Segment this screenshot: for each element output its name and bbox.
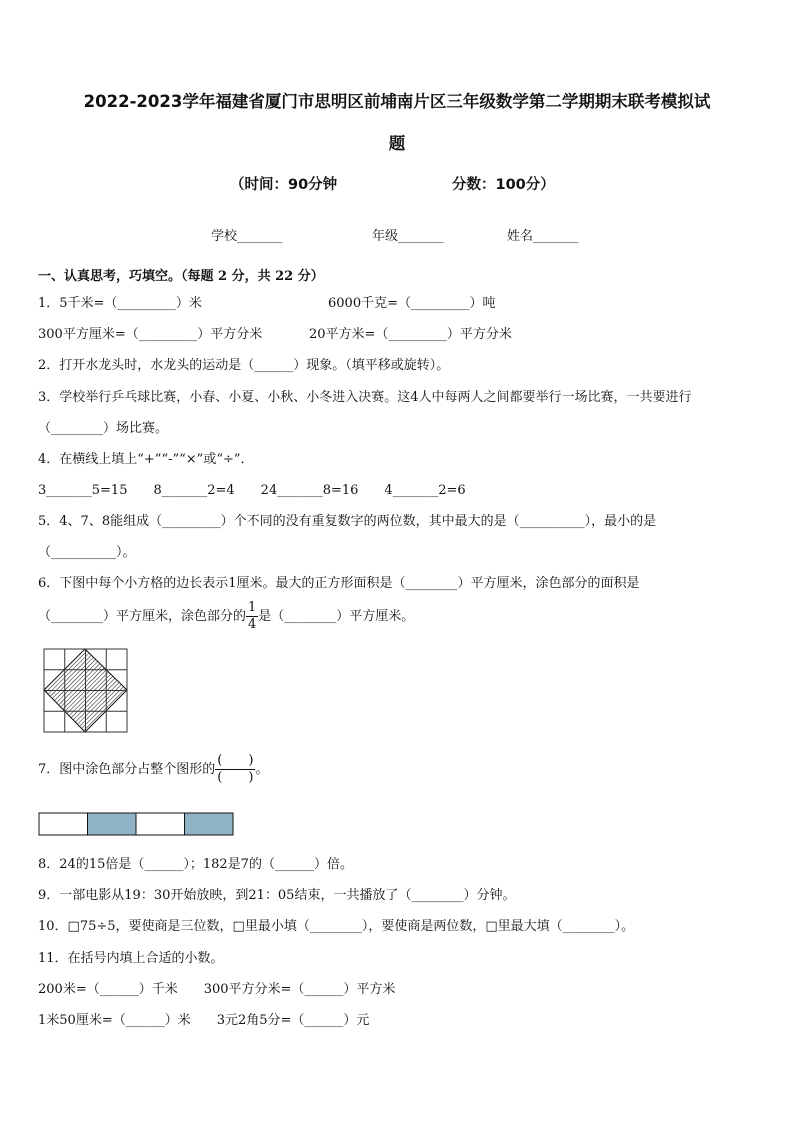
grid-lines [44, 649, 127, 732]
section-heading: 一、认真思考，巧填空。（每题 2 分，共 22 分） [38, 269, 324, 284]
question-4-line1: 4．在横线上填上“+”“-”“×”或“÷”． [38, 452, 254, 467]
question-1b: 6000千克=（_________）吨 [328, 296, 496, 311]
question-1a: 1．5千米=（_________）米 [38, 296, 202, 311]
question-5-line1: 5．4、7、8能组成（_________）个不同的没有重复数字的两位数，其中最大的是（__________），最小的是 [38, 514, 657, 529]
school-field: 学校_______ [211, 229, 283, 244]
question-3-line1: 3．学校举行乒乓球比赛，小春、小夏、小秋、小冬进入决赛。这4人中每两人之间都要举行一场比赛，一共要进行 [38, 390, 692, 405]
bar-cell-4 [185, 813, 234, 835]
bar-cell-2 [88, 813, 137, 835]
question-5-line2: （__________）。 [38, 545, 136, 560]
bar-cell-1 [39, 813, 88, 835]
name-field: 姓名_______ [507, 229, 579, 244]
segment-bar-figure [38, 812, 234, 836]
fraction-one-quarter: $\frac{1}{4}$ [248, 600, 257, 632]
question-11b: 1米50厘米=（______）米 3元2角5分=（______）元 [38, 1013, 370, 1028]
question-1d: 20平方米=（_________）平方分米 [309, 327, 512, 342]
score-label: 分数：100分） [452, 177, 555, 193]
question-6-line1: 6．下图中每个小方格的边长表示1厘米。最大的正方形面积是（________）平方厘米，涂色部分的面积是 [38, 576, 640, 591]
question-8: 8．24的15倍是（______）；182是7的（______）倍。 [38, 857, 353, 872]
question-6-line2 [38, 600, 414, 633]
bar-cell-3 [136, 813, 185, 835]
question-11a: 200米=（______）千米 300平方分米=（______）平方米 [38, 982, 396, 997]
fraction-blank: $\frac{( )}{( )}$ [217, 753, 254, 785]
question-6-text-a: （________）平方厘米，涂色部分的 [38, 609, 247, 624]
question-2: 2．打开水龙头时，水龙头的运动是（______）现象。（填平移或旋转）。 [38, 358, 450, 373]
question-7 [38, 750, 268, 790]
question-7-end: 。 [255, 762, 269, 777]
page-title-line1: 2022-2023学年福建省厦门市思明区前埔南片区三年级数学第二学期期末联考模拟试 [83, 92, 711, 111]
question-4-line2: 3_______5=15 8_______2=4 24_______8=16 4_______2=6 [38, 483, 466, 498]
question-9: 9．一部电影从19：30开始放映，到21：05结束，一共播放了（________）分钟。 [38, 888, 516, 903]
question-7-text: 7．图中涂色部分占整个图形的 [38, 762, 216, 777]
grade-field: 年级_______ [372, 229, 444, 244]
question-11-line1: 11．在括号内填上合适的小数。 [38, 951, 224, 966]
question-10: 10．□75÷5，要使商是三位数，□里最小填（________），要使商是两位数，□里最大填（________）。 [38, 919, 635, 934]
question-3-line2: （________）场比赛。 [38, 421, 169, 436]
grid-diamond-figure [43, 648, 129, 734]
time-label: （时间：90分钟 [230, 177, 338, 193]
question-1c: 300平方厘米=（_________）平方分米 [38, 327, 263, 342]
question-6-text-b: 是（________）平方厘米。 [258, 609, 415, 624]
page-title-line2: 题 [388, 134, 406, 153]
